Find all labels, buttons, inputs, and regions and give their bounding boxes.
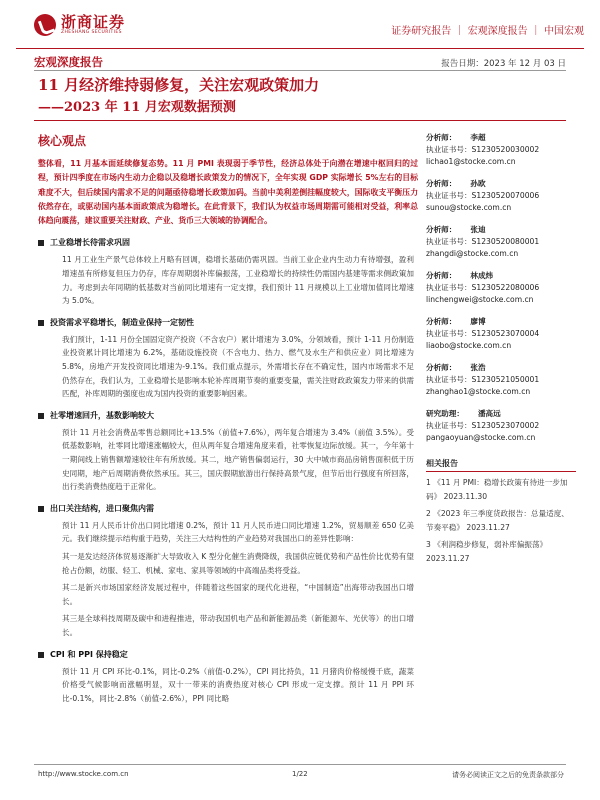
analyst-email[interactable]: pangaoyuan@stocke.com.cn	[426, 433, 536, 442]
section-prices	[50, 649, 414, 706]
section-paragraph: 预计 11 月社会消费品零售总额同比+13.5%（前值+7.6%），两年复合增速为 3.4%（前值 3.5%）。受低基数影响，社零同比增速涨幅较大，但从两年复合增速角度来看，社零恢复边际放缓。其一，今年第十一期间线上销售额增速较往年有所放缓。其二，地产销售偏弱运行，30 大中城市商品房销售面积低于历史同期，地产后周期消费依然承压。其三，国庆假期旅游出行保持高景气度，但节后出行强度有所回落，出行类消费热度趋于正常化。	[62, 427, 414, 492]
report-subtitle: ——2023 年 11 月宏观数据预测	[38, 100, 236, 115]
footer-disclaimer: 请务必阅读正文之后的免责条款部分	[452, 771, 564, 779]
related-report-link[interactable]: 2 《2023 年三季度货政报告：总量适度、节奏平稳》 2023.11.27	[426, 509, 569, 532]
analyst-card: 分析师： 孙欧 执业证书号：S1230520070006 sunou@stocke.com.cn	[426, 178, 576, 214]
report-title: 11 月经济维持弱修复，关注宏观政策加力	[38, 76, 320, 94]
section-heading: 投资需求平稳增长，制造业保持一定韧性	[38, 317, 414, 329]
analyst-email[interactable]: linchengwei@stocke.com.cn	[426, 295, 534, 304]
analyst-cert: 执业证书号：S1230520070006	[426, 191, 540, 200]
core-heading: 核心观点	[38, 134, 87, 148]
analyst-name: 廖博	[470, 317, 486, 326]
analyst-cert: 执业证书号：S1230520030002	[426, 145, 540, 154]
title-divider-bottom	[34, 120, 566, 121]
logo-mark-icon	[34, 14, 56, 36]
section-heading: 工业稳增长待需求巩固	[38, 237, 414, 249]
analyst-name: 张浩	[470, 363, 486, 372]
analyst-cert: 执业证书号：S1230522080006	[426, 283, 540, 292]
section-trade	[50, 503, 414, 640]
section-paragraph: 预计 11 月 CPI 环比-0.1%，同比-0.2%（前值-0.2%），CPI 同比持负，11 月猪肉价格缓慢千底，蔬菜价格受气候影响而涨幅明显，双十一带来的消费热度对核心 CPI 形成一定支撑。预计 11 月 PPI 环比-0.1%，同比-2.8%（前值-2.6%），PPI 同比略	[62, 666, 414, 703]
section-paragraph: 其三是全球科技周期及碳中和进程推进，带动我国机电产品和新能源品类（新能源车、光伏等）的出口增长。	[62, 614, 414, 637]
analyst-name: 潘高远	[477, 409, 501, 418]
section-paragraph: 其一是发达经济体贸易逐渐扩大导致收入 K 型分化催生消费降级，我国供应链优势和产品性价比优势有望抢占份额，纺服、轻工、机械、家电、家具等领域的中高端品类将受益。	[62, 551, 414, 575]
section-heading: CPI 和 PPI 保持稳定	[38, 649, 414, 661]
bullet-square-icon	[38, 413, 44, 419]
section-consumption	[50, 410, 414, 494]
main-content	[38, 132, 418, 705]
analyst-cert: 执业证书号：S1230523070004	[426, 329, 540, 338]
section-heading: 社零增速回升，基数影响较大	[38, 410, 414, 422]
bullet-square-icon	[38, 240, 44, 246]
brand-logo	[34, 14, 125, 36]
report-date: 报告日期：2023 年 12 月 03 日	[441, 59, 566, 69]
title-divider-top	[34, 70, 566, 71]
page-number: 1/22	[292, 770, 308, 778]
logo-name: 浙商证券	[61, 13, 126, 31]
analyst-name: 李超	[470, 133, 486, 142]
analyst-email[interactable]: zhanghao1@stocke.com.cn	[426, 387, 531, 396]
report-category-tags: 证券研究报告 ｜ 宏观深度报告 ｜ 中国宏观	[391, 26, 584, 37]
section-paragraph: 11 月工业生产景气总体较上月略有回调，稳增长基础仍需巩固。当前工业企业内生动力有待增强，盈利增速虽有所修复但压力仍存，库存周期弱补库偏振荡，工业稳增长的持续性仍需国内基建等需求侧政策加力。考虑到去年同期的低基数对当前同比增速有一定支撑，我们预计 11 月规模以上工业增加值同比增速为 5.0%。	[62, 255, 414, 306]
footer-divider	[34, 764, 566, 765]
section-heading: 出口关注结构，进口聚焦内需	[38, 503, 414, 515]
analyst-name: 张迪	[470, 225, 486, 234]
report-type: 宏观深度报告	[34, 55, 103, 69]
analyst-card: 分析师： 李超 执业证书号：S1230520030002 lichao1@stocke.com.cn	[426, 132, 576, 168]
analyst-cert: 执业证书号：S1230521050001	[426, 375, 540, 384]
analyst-email[interactable]: liaobo@stocke.com.cn	[426, 341, 512, 350]
analyst-cert: 执业证书号：S1230520080001	[426, 237, 540, 246]
bullet-square-icon	[38, 320, 44, 326]
section-investment	[50, 317, 414, 401]
related-report-link[interactable]: 3 《利润稳步修复，弱补库偏振荡》 2023.11.27	[426, 540, 548, 563]
analyst-sidebar	[426, 132, 576, 569]
bullet-square-icon	[38, 652, 44, 658]
section-paragraph: 其二是新兴市场国家经济发展过程中，伴随着这些国家的现代化进程，“中国制造”出海带动我国出口增长。	[62, 583, 414, 606]
section-paragraph: 我们预计，1-11 月份全国固定资产投资（不含农户）累计增速为 3.0%，分领域看，预计 1-11 月份制造业投资累计同比增速为 6.2%，基础设施投资（不含电力、热力、燃气及水生产和供应业）同比增速为 5.8%，房地产开发投资同比增速为-9.1%。我们重点提示，外需增长存在不确定性，国内市场需求不足仍然存在，我们认为，工业稳增长是影响本轮补库周期节奏的重要变量，需关注财政政策发力带来的供需匹配，补库周期的强度也成为国内投资的重要影响因素。	[62, 334, 414, 399]
analyst-card: 分析师： 张浩 执业证书号：S1230521050001 zhanghao1@stocke.com.cn	[426, 362, 576, 398]
logo-english-name: ZHESHANG SECURITIES	[61, 30, 122, 35]
footer-url[interactable]: http://www.stocke.com.cn	[38, 770, 129, 778]
report-header	[18, 10, 584, 44]
core-summary: 整体看，11 月基本面延续修复态势。11 月 PMI 表现弱于季节性，经济总体处于向潜在增速中枢回归的过程，预计四季度在市场内生动力企稳以及稳增长政策发力的情况下，全年实现 GDP 实际增长 5%左右的目标难度不大，但后续国内需求不足的问题亟待稳增长政策加码。当前中美利差倒挂幅度较大，国际收支平衡压力依然存在，或驱动国内基本面政策成为稳增长。在此背景下，我们认为权益市场周期需可能相对受益，利率总体趋向震荡，建议重要关注财政、产业、货币三大领域的协调配合。	[38, 159, 418, 226]
analyst-name: 孙欧	[470, 179, 486, 188]
section-paragraph: 预计 11 月人民币计价出口同比增速 0.2%，预计 11 月人民币进口同比增速 1.2%，贸易顺差 650 亿美元。我们继续提示结构重于趋势，关注三大结构性的产业趋势对我国出口的差异性影响：	[62, 520, 414, 544]
related-report-link[interactable]: 1 《11 月 PMI：稳增长政策有待进一步加码》 2023.11.30	[426, 478, 568, 501]
analyst-email[interactable]: sunou@stocke.com.cn	[426, 203, 512, 212]
analyst-cert: 执业证书号：S1230523070002	[426, 421, 540, 430]
header-divider	[16, 48, 584, 49]
analyst-card: 研究助理： 潘高远 执业证书号：S1230523070002 pangaoyuan@stocke.com.cn	[426, 408, 576, 444]
section-industry	[50, 237, 414, 307]
analyst-email[interactable]: lichao1@stocke.com.cn	[426, 157, 516, 166]
related-reports-heading: 相关报告	[426, 458, 576, 472]
analyst-card: 分析师： 廖博 执业证书号：S1230523070004 liaobo@stocke.com.cn	[426, 316, 576, 352]
analyst-email[interactable]: zhangdi@stocke.com.cn	[426, 249, 519, 258]
analyst-card: 分析师： 张迪 执业证书号：S1230520080001 zhangdi@stocke.com.cn	[426, 224, 576, 260]
bullet-square-icon	[38, 506, 44, 512]
analyst-name: 林成炜	[470, 271, 494, 280]
analyst-card: 分析师： 林成炜 执业证书号：S1230522080006 linchengwei@stocke.com.cn	[426, 270, 576, 306]
